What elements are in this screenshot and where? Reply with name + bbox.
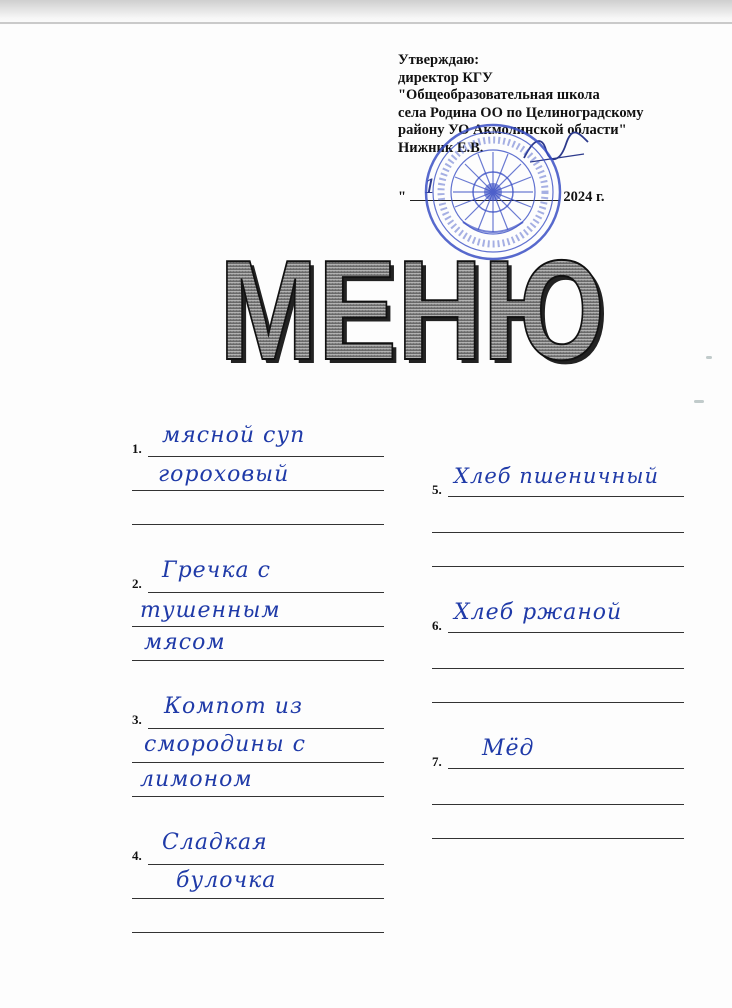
item-underline — [432, 804, 684, 805]
menu-title — [208, 258, 610, 366]
item-number: 6. — [432, 618, 442, 633]
approval-line-4: села Родина ОО по Целиноградскому — [398, 104, 644, 121]
scan-speck — [706, 356, 712, 359]
item-number: 1. — [132, 441, 142, 456]
menu-title-shadow: МЕНЮ — [223, 258, 609, 366]
date-year: 2024 г. — [563, 189, 605, 205]
item-underline — [448, 768, 684, 769]
item-handwritten-line: Гречка с — [162, 558, 271, 583]
item-underline — [132, 660, 384, 661]
scan-edge-line — [0, 22, 732, 24]
item-underline — [432, 838, 684, 839]
item-underline — [148, 728, 384, 729]
item-handwritten-line: Компот из — [164, 694, 303, 719]
approval-line-6: Нижник Е.В. — [398, 139, 484, 156]
approval-line-1: Утверждаю: — [398, 52, 480, 68]
item-handwritten-line: Хлеб пшеничный — [454, 464, 659, 488]
item-underline — [132, 932, 384, 933]
item-number: 3. — [132, 712, 142, 727]
item-handwritten-line: тушенным — [140, 598, 281, 623]
item-underline — [448, 632, 684, 633]
item-underline — [132, 796, 384, 797]
item-underline — [132, 524, 384, 525]
item-underline — [148, 456, 384, 457]
item-underline — [432, 668, 684, 669]
item-handwritten-line: Хлеб ржаной — [454, 600, 623, 625]
item-number: 2. — [132, 576, 142, 591]
item-handwritten-line: булочка — [176, 868, 277, 893]
item-handwritten-line: мясной суп — [162, 423, 306, 448]
item-underline — [432, 532, 684, 533]
item-underline — [148, 864, 384, 865]
item-underline — [132, 762, 384, 763]
item-number: 7. — [432, 754, 442, 769]
approval-line-3: "Общеобразовательная школа — [398, 87, 600, 103]
item-underline — [432, 566, 684, 567]
scan-speck — [694, 400, 704, 403]
item-underline — [448, 496, 684, 497]
item-underline — [132, 626, 384, 627]
item-handwritten-line: гороховый — [158, 462, 290, 487]
date-handwritten: 1 — [423, 174, 437, 198]
approval-line-5: району УО Акмолинской области" — [398, 122, 627, 138]
item-number: 5. — [432, 482, 442, 497]
menu-title-text: МЕНЮ — [219, 258, 605, 366]
item-underline — [132, 490, 384, 491]
item-handwritten-line: смородины с — [144, 732, 306, 757]
item-number: 4. — [132, 848, 142, 863]
item-handwritten-line: Мёд — [482, 736, 535, 761]
date-open-quote: " — [398, 189, 407, 205]
item-underline — [432, 702, 684, 703]
item-handwritten-line: лимоном — [140, 767, 253, 792]
official-stamp-seal — [423, 122, 563, 262]
item-underline — [148, 592, 384, 593]
approval-line-2: директор КГУ — [398, 69, 493, 86]
item-underline — [132, 898, 384, 899]
item-handwritten-line: мясом — [144, 630, 226, 655]
item-handwritten-line: Сладкая — [162, 830, 268, 855]
